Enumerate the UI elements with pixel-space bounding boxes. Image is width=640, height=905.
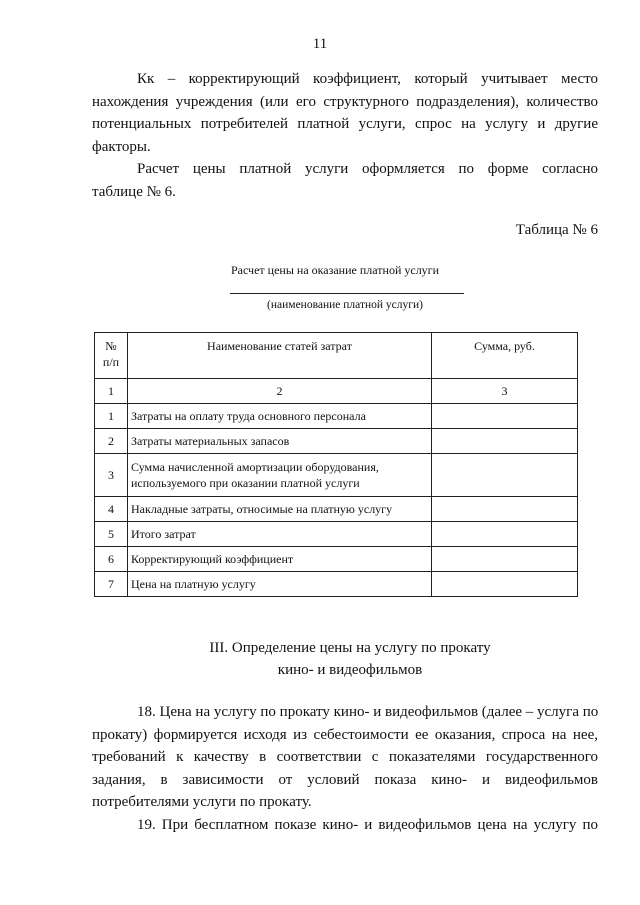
text-line: Кк – корректирующий коэффициент, который учитывает место [137, 71, 598, 87]
row-num: 2 [95, 429, 128, 454]
row-num: 4 [95, 497, 128, 522]
text-line: потребителями услуги по прокату. [92, 794, 312, 810]
row-name: Сумма начисленной амортизации оборудования, используемого при оказании платной услуги [128, 454, 432, 497]
page-number: 11 [312, 36, 328, 52]
service-name-underline [230, 293, 464, 294]
header-name: Наименование статей затрат [128, 333, 432, 379]
row-num: 1 [95, 404, 128, 429]
table-row [95, 454, 578, 497]
row-sum [432, 454, 578, 497]
intro-paragraph [92, 68, 598, 203]
row-name: Итого затрат [128, 522, 432, 547]
row-name: Накладные затраты, относимые на платную услугу [128, 497, 432, 522]
text-line: факторы. [92, 138, 151, 155]
row-name: Корректирующий коэффициент [128, 547, 432, 572]
paragraph-19 [92, 814, 598, 837]
text-line: требований к качеству в соответствии с показателями государственного [92, 749, 598, 765]
table-row [95, 522, 578, 547]
section-title-line2: кино- и видеофильмов [277, 662, 423, 678]
table-label: Таблица № 6 [515, 222, 598, 238]
row-name: Затраты на оплату труда основного персонала [128, 404, 432, 429]
row-name: Затраты материальных запасов [128, 429, 432, 454]
table-row [95, 547, 578, 572]
table-subtitle: (наименование платной услуги) [267, 299, 423, 311]
table-row [95, 404, 578, 429]
table-row [95, 572, 578, 597]
row-sum [432, 429, 578, 454]
row-sum [432, 522, 578, 547]
table-index-row [95, 379, 578, 404]
text-line: потенциальных потребителей платной услуги, спрос на услугу и другие [92, 116, 598, 132]
row-sum [432, 497, 578, 522]
row-sum [432, 404, 578, 429]
index-cell: 1 [95, 379, 128, 404]
section-title-line1: III. Определение цены на услугу по прокату [209, 640, 491, 656]
row-sum [432, 572, 578, 597]
row-sum [432, 547, 578, 572]
text-line: прокату) формируется исходя из себестоимости ее оказания, спроса на нее, [92, 726, 598, 743]
text-line: таблице № 6. [92, 183, 176, 200]
table-row [95, 429, 578, 454]
text-line: задания, в зависимости от условий показа кино- и видеофильмов [92, 771, 598, 788]
row-num: 7 [95, 572, 128, 597]
index-cell: 3 [432, 379, 578, 404]
row-num: 6 [95, 547, 128, 572]
table-row [95, 497, 578, 522]
paragraph-18 [92, 701, 598, 814]
header-sum: Сумма, руб. [432, 333, 578, 379]
table-header-row [95, 333, 578, 379]
row-name: Цена на платную услугу [128, 572, 432, 597]
row-num: 3 [95, 454, 128, 497]
text-line: 18. Цена на услугу по прокату кино- и видеофильмов (далее – услуга по [137, 704, 599, 720]
table-title: Расчет цены на оказание платной услуги [230, 263, 440, 277]
text-line: 19. При бесплатном показе кино- и видеофильмов цена на услугу по [137, 817, 598, 833]
text-line: Расчет цены платной услуги оформляется по форме согласно [137, 161, 598, 177]
header-num: № п/п [95, 333, 128, 379]
text-line: нахождения учреждения (или его структурного подразделения), количество [92, 93, 598, 110]
index-cell: 2 [128, 379, 432, 404]
row-num: 5 [95, 522, 128, 547]
cost-calculation-table [94, 332, 578, 597]
